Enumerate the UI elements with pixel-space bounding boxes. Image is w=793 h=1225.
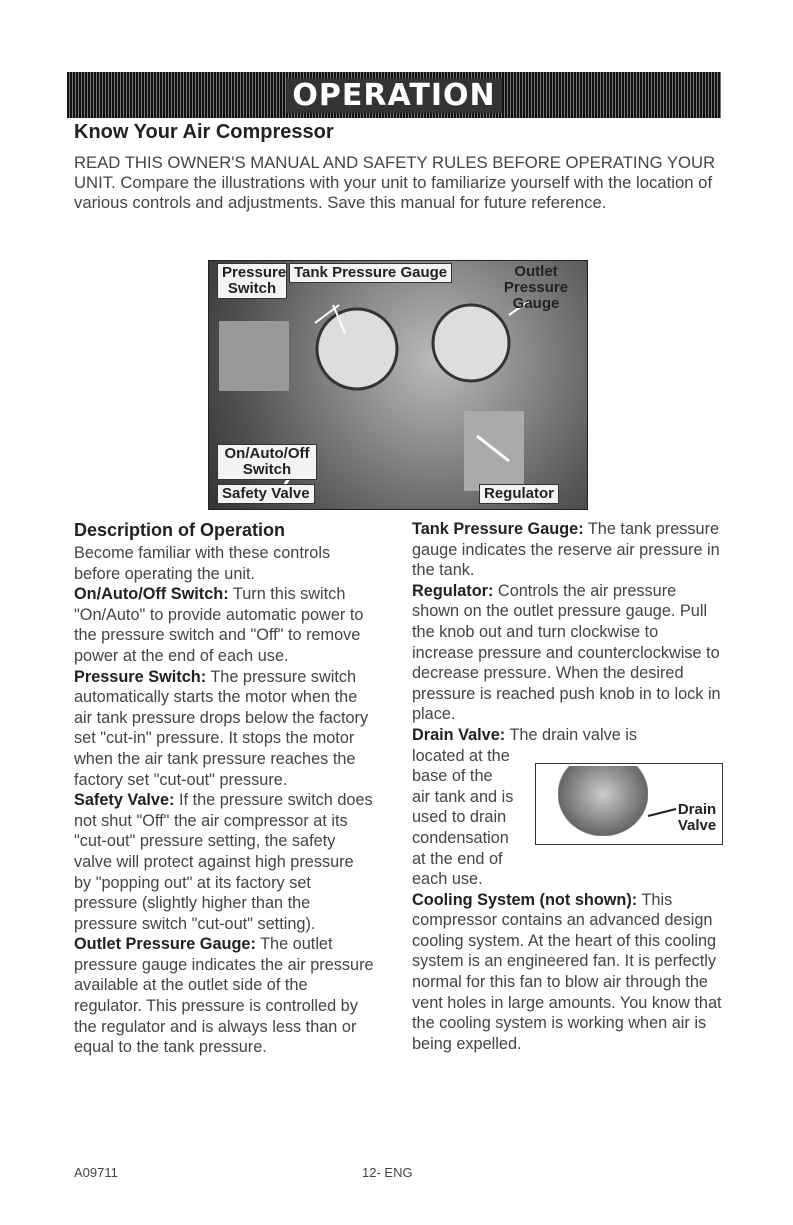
- regulator-label: Regulator: [479, 484, 559, 504]
- description-column: [74, 519, 374, 1058]
- regulator-paragraph: [412, 581, 722, 725]
- pressure-switch-paragraph: [74, 667, 374, 791]
- onoff-switch-text: Turn this switch "On/Auto" to provide automatic power to the pressure switch and "Off" to remove power at the end of each use.: [74, 585, 364, 665]
- drain-valve-label: Drain Valve: [677, 801, 717, 834]
- drain-line: used to drain: [412, 808, 507, 827]
- banner-title: OPERATION: [286, 78, 501, 113]
- drain-line: each use.: [412, 870, 483, 889]
- safety-valve-term: Safety Valve:: [74, 791, 175, 810]
- description-heading: Description of Operation: [74, 520, 286, 540]
- safety-valve-label: Safety Valve: [217, 484, 315, 504]
- regulator-text: Controls the air pressure shown on the outlet pressure gauge. Pull the knob out and turn clockwise to increase pressure and counterclockwise to decrease pressure. When the desired pressure is reached push knob in to lock in place.: [412, 581, 721, 724]
- drain-valve-term: Drain Valve:: [412, 725, 506, 744]
- tank-gauge-text: The tank pressure gauge indicates the reserve air pressure in the tank.: [412, 520, 720, 580]
- drain-line: located at the: [412, 746, 510, 765]
- tank-gauge-term: Tank Pressure Gauge:: [412, 520, 584, 538]
- outlet-gauge-term: Outlet Pressure Gauge:: [74, 935, 256, 954]
- safety-valve-text: If the pressure switch does not shut "Off" the air compressor at its "cut-out" pressure setting, the safety valve will protect against high pressure by "popping out" at its factory set pressure (slightly higher than the pressure switch "cut-out" setting).: [74, 791, 373, 933]
- intro-paragraph: READ THIS OWNER'S MANUAL AND SAFETY RULES BEFORE OPERATING YOUR UNIT. Compare the illustrations with your unit to familiarize yourself with the location of various controls and adjustments. Save this manual for future reference.: [74, 153, 716, 212]
- section-banner: [67, 72, 721, 118]
- pressure-switch-text: The pressure switch automatically starts the motor when the air tank pressure drops below the factory set "cut-in" pressure. It stops the motor when the air tank pressure reaches the factory set "cut-out" pressure.: [74, 667, 369, 789]
- pressure-switch-term: Pressure Switch:: [74, 667, 207, 686]
- drain-valve-paragraph: [412, 725, 722, 746]
- pressure-switch-label: Pressure Switch: [217, 263, 287, 299]
- tank-gauge-paragraph: [412, 519, 722, 581]
- drain-line: at the end of: [412, 849, 503, 868]
- section-title: Know Your Air Compressor: [74, 121, 334, 143]
- drain-line: base of the: [412, 767, 493, 786]
- outlet-gauge-text: The outlet pressure gauge indicates the air pressure available at the outlet side of the regulator. This pressure is controlled by the regulator and is always less than or equal to the tank pressure.: [74, 935, 374, 1057]
- regulator-term: Regulator:: [412, 581, 494, 600]
- drain-line: condensation: [412, 828, 509, 847]
- onoff-switch-label: On/Auto/Off Switch: [217, 444, 317, 480]
- outlet-pressure-gauge-label: Outlet Pressure Gauge: [503, 263, 569, 312]
- page-number: 12- ENG: [362, 1165, 413, 1180]
- drain-valve-photo: [535, 763, 723, 845]
- compressor-controls-photo: [208, 260, 588, 510]
- footer-code: A09711: [74, 1165, 118, 1180]
- description-intro: Become familiar with these controls before operating the unit.: [74, 544, 331, 583]
- cooling-system-text: This compressor contains an advanced design cooling system. At the heart of this cooling system is an engineered fan. It is perfectly normal for this fan to blow air through the vent holes in large amounts. You know that the cooling system is working when air is being expelled.: [412, 890, 722, 1053]
- cooling-system-paragraph: [412, 890, 722, 1055]
- cooling-system-term: Cooling System (not shown):: [412, 890, 638, 909]
- outlet-gauge-paragraph: [74, 934, 374, 1058]
- tank-pressure-gauge-label: Tank Pressure Gauge: [289, 263, 452, 283]
- drain-valve-text: The drain valve is: [505, 725, 638, 744]
- drain-line: air tank and is: [412, 787, 514, 806]
- onoff-switch-term: On/Auto/Off Switch:: [74, 585, 229, 604]
- safety-valve-paragraph: [74, 790, 374, 934]
- onoff-switch-paragraph: [74, 584, 374, 666]
